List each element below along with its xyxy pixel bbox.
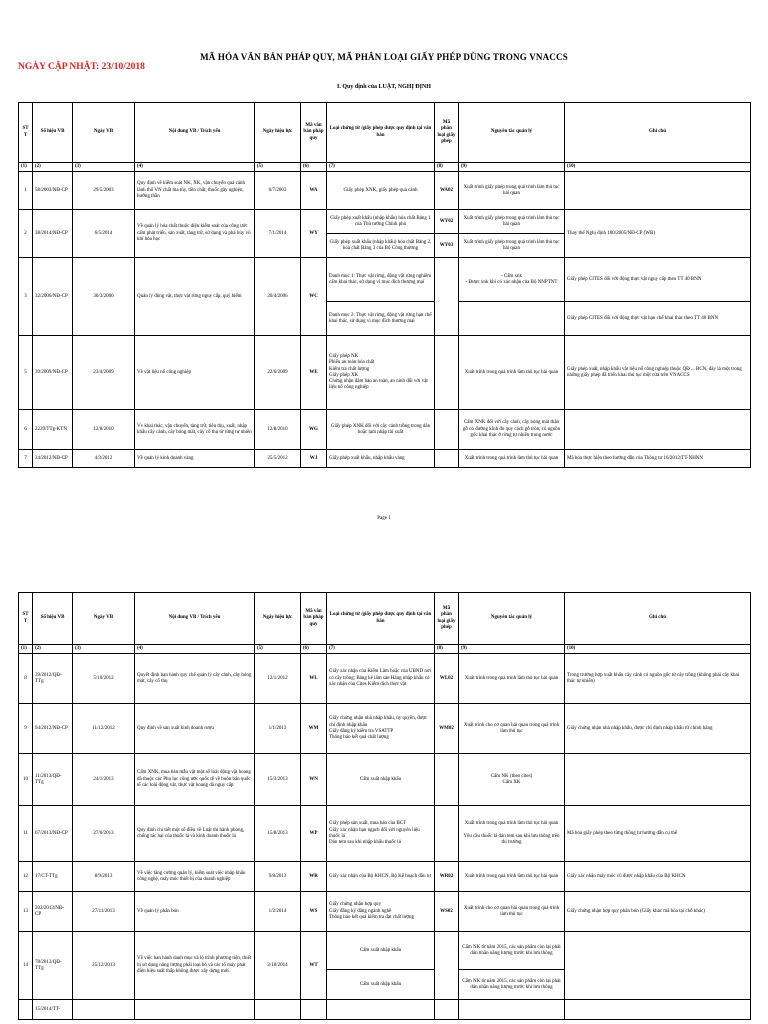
header-stt: STT bbox=[19, 103, 33, 163]
col-number: (6) bbox=[301, 645, 327, 654]
cell-nguyen-tac: Xuất trình trong quá trình làm thủ tục hải quan bbox=[459, 450, 565, 468]
cell-empty bbox=[565, 1000, 751, 1020]
cell-nguyen-tac: Xuất trình giấy phép trong quá trình làm thủ tục hải quan bbox=[459, 210, 565, 234]
table-row bbox=[19, 336, 751, 410]
cell-loai: Giấy chứng nhận nhà nhập khẩu, ủy quyền, được chỉ định nhập khẩu Giấy đăng ký kiểm tra VSATTP Thông báo kết quả chất lượng bbox=[327, 704, 435, 754]
cell-ngay-vb: 30/3/2006 bbox=[73, 258, 135, 336]
cell-ngay-vb: 4/3/2012 bbox=[73, 450, 135, 468]
header-loai-chung-tu: Loại chứng từ /giấy phép được quy định tại văn bản bbox=[327, 103, 435, 163]
cell-ghi-chu: Giấy phép CITES đối với động thực vật hạn chế khai thác theo TT 40 BNN bbox=[565, 302, 751, 336]
col-number: (9) bbox=[459, 163, 565, 172]
page1-table bbox=[18, 102, 751, 468]
header-ghi-chu: Ghi chú bbox=[565, 593, 751, 645]
cell-empty bbox=[327, 1000, 435, 1020]
col-number: (8) bbox=[435, 163, 459, 172]
cell-ngay-vb: 27/11/2013 bbox=[73, 892, 135, 932]
cell-stt: 8 bbox=[19, 654, 33, 704]
cell-loai: Giấy xác nhận của Bộ KHCN, Bộ Kế hoạch đầu tư bbox=[327, 862, 435, 892]
header-ma-phan-loai: Mã phân loại giấy phép bbox=[435, 593, 459, 645]
cell-nguyen-tac: Xuất trình trong quá trình làm thủ tục hải quan bbox=[459, 862, 565, 892]
col-number: (1) bbox=[19, 645, 33, 654]
col-number: (10) bbox=[565, 645, 751, 654]
header-ngay-hieu-luc: Ngày hiệu lực bbox=[255, 593, 301, 645]
cell-ma-vb: WY bbox=[301, 210, 327, 258]
header-ma-vb: Mã văn bản pháp quy bbox=[301, 593, 327, 645]
cell-loai: Danh mục 2: Thực vật rừng, động vật rừng hạn chế khai thác, sử dụng vì mục đích thương mại bbox=[327, 302, 435, 336]
col-number: (7) bbox=[327, 645, 435, 654]
cell-ma-vb: WG bbox=[301, 410, 327, 450]
cell-so-hieu: 202/2013/NĐ-CP bbox=[33, 892, 73, 932]
cell-empty bbox=[435, 1000, 459, 1020]
cell-so-hieu: 11/2013/QĐ-TTg bbox=[33, 754, 73, 806]
cell-so-hieu: 15/2014/TT- bbox=[33, 1000, 73, 1020]
cell-nguyen-tac: Cấm XNK đối với cây cảnh, cây bóng mát thân gỗ có đường kính đo quy cách gỗ tròn, có nguồn gốc khai thác ở rừng tự nhiên trong nước bbox=[459, 410, 565, 450]
cell-stt: 10 bbox=[19, 754, 33, 806]
update-date: NGÀY CẬP NHẬT: 23/10/2018 bbox=[18, 62, 145, 72]
cell-ngay-vb: 23/4/2009 bbox=[73, 336, 135, 410]
cell-nguyen-tac: Xuất trình trong quá trình làm thủ tục hải quan Yêu cầu thuốc lá dán tem sau khi lưu thông trên thị trường bbox=[459, 806, 565, 862]
table-row bbox=[19, 654, 751, 704]
cell-noi-dung: Quyết định ban hành quy chế quản lý cây cảnh, cây bóng mát, cây cổ thụ bbox=[135, 654, 255, 704]
column-number-row bbox=[19, 645, 751, 654]
table-row bbox=[19, 410, 751, 450]
cell-noi-dung: Về quản lý hóa chất thuộc diện kiểm soát của công ước cấm phát triển, sản xuất, tàng trữ, sử dụng và phá hủy vũ khí hóa học bbox=[135, 210, 255, 258]
cell-nguyen-tac: Xuất trình trong quá trình làm thủ tục hải quan bbox=[459, 336, 565, 410]
cell-loai: Giấy phép xuất khẩu, nhập khẩu vàng bbox=[327, 450, 435, 468]
cell-loai: Giấy phép xuất khẩu (nhập khẩu) hóa chất Bảng 1 của Thủ tướng Chính phủ bbox=[327, 210, 435, 234]
table-row bbox=[19, 754, 751, 806]
header-so-hieu: Số hiệu VB bbox=[33, 593, 73, 645]
cell-nguyen-tac bbox=[459, 302, 565, 336]
cell-ghi-chu: Giấy phép CITES đối với động thực vật nguy cấp theo TT 40 BNN bbox=[565, 258, 751, 302]
cell-noi-dung: Quy định chi tiết một số điều về Luật thi hành phòng, chống tác hại của thuốc lá và kinh doanh thuốc lá bbox=[135, 806, 255, 862]
cell-ghi-chu: Mã hóa thực hiện theo hướng dẫn của Thông tư 16/2012/TT-NHNN bbox=[565, 450, 751, 468]
cell-so-hieu: 2239/TTg-KTN bbox=[33, 410, 73, 450]
cell-noi-dung: Vv khai thác, vận chuyển, tàng trữ, tiêu thụ, xuất, nhập khẩu cây cảnh, cây bóng mát, cây cổ thụ từ rừng tự nhiên bbox=[135, 410, 255, 450]
cell-ghi-chu: Giấy xác nhận máy móc cũ được nhập khẩu của Bộ KHCN bbox=[565, 862, 751, 892]
cell-so-hieu: 39/2009/NĐ-CP bbox=[33, 336, 73, 410]
cell-hieu-luc: 12/8/2010 bbox=[255, 410, 301, 450]
cell-hieu-luc: 15/3/2013 bbox=[255, 754, 301, 806]
column-number-row bbox=[19, 163, 751, 172]
col-number: (7) bbox=[327, 163, 435, 172]
cell-loai: Cấm xuất nhập khẩu bbox=[327, 932, 435, 970]
header-ma-phan-loai: Mã phân loại giấy phép bbox=[435, 103, 459, 163]
cell-ma-pl bbox=[435, 258, 459, 336]
cell-ngay-vb: 27/6/2013 bbox=[73, 806, 135, 862]
cell-ghi-chu bbox=[565, 172, 751, 210]
cell-ngay-vb: 25/12/2013 bbox=[73, 932, 135, 1000]
cell-empty bbox=[459, 1000, 565, 1020]
cell-empty bbox=[73, 1000, 135, 1020]
cell-noi-dung: Quy định về sản xuất kinh doanh rượu bbox=[135, 704, 255, 754]
cell-stt: 11 bbox=[19, 806, 33, 862]
cell-so-hieu: 17/CT-TTg bbox=[33, 862, 73, 892]
cell-loai: Cấm xuất nhập khẩu bbox=[327, 970, 435, 1000]
table-row bbox=[19, 932, 751, 970]
cell-ma-vb: WA bbox=[301, 172, 327, 210]
cell-empty bbox=[255, 1000, 301, 1020]
section-heading: I. Quy định của LUẬT, NGHỊ ĐỊNH bbox=[337, 84, 431, 90]
cell-ma-pl: WR02 bbox=[435, 862, 459, 892]
cell-nguyen-tac: Xuất trình giấy phép trong quá trình làm thủ tục hải quan bbox=[459, 172, 565, 210]
page2-table bbox=[18, 592, 751, 1020]
cell-stt: 5 bbox=[19, 336, 33, 410]
cell-ghi-chu bbox=[565, 932, 751, 1000]
cell-so-hieu: 38/2014/NĐ-CP bbox=[33, 210, 73, 258]
header-ngay-hieu-luc: Ngày hiệu lực bbox=[255, 103, 301, 163]
cell-ma-vb: WS bbox=[301, 892, 327, 932]
cell-loai: Giấy phép sản xuất, mua bán của BCT Giấy xác nhận hạn ngạch đối với nguyên liệu thuốc lá Dán tem sau khi nhập khẩu thuốc lá bbox=[327, 806, 435, 862]
cell-ma-pl bbox=[435, 410, 459, 450]
cell-ghi-chu: Thay thế Nghị định 100/2005/NĐ-CP (WB) bbox=[565, 210, 751, 258]
cell-ma-vb: WL bbox=[301, 654, 327, 704]
header-stt: STT bbox=[19, 593, 33, 645]
cell-so-hieu: 78/2013/QĐ-TTg bbox=[33, 932, 73, 1000]
cell-noi-dung: Về quản lý kinh doanh vàng bbox=[135, 450, 255, 468]
cell-loai: Giấy chứng nhận hợp quy Giấy đăng ký đăng ngành nghề Thông báo kết quả kiểm tra đạt chất lượng bbox=[327, 892, 435, 932]
cell-so-hieu: 39/2012/QĐ-TTg bbox=[33, 654, 73, 704]
cell-stt: 3 bbox=[19, 258, 33, 336]
cell-ma-pl bbox=[435, 806, 459, 862]
cell-nguyen-tac: Xuất trình cho cơ quan hải quan trong quá trình làm thủ tục bbox=[459, 892, 565, 932]
cell-nguyen-tac: - Cấm xnk - Được xnk khi có xác nhận của Bộ NNPTNT bbox=[459, 258, 565, 302]
cell-ma-vb: WM bbox=[301, 704, 327, 754]
table-row bbox=[19, 172, 751, 210]
cell-hieu-luc: 20/4/2006 bbox=[255, 258, 301, 336]
cell-noi-dung: Về quản lý phân bón bbox=[135, 892, 255, 932]
cell-hieu-luc: 25/5/2012 bbox=[255, 450, 301, 468]
header-loai-chung-tu: Loại chứng từ /giấy phép được quy định tại văn bản bbox=[327, 593, 435, 645]
table-row bbox=[19, 1000, 751, 1020]
cell-ma-pl: WM02 bbox=[435, 704, 459, 754]
table-row bbox=[19, 210, 751, 234]
cell-hieu-luc: 2/10/2014 bbox=[255, 932, 301, 1000]
cell-hieu-luc: 6/7/2003 bbox=[255, 172, 301, 210]
cell-ma-vb: WJ bbox=[301, 450, 327, 468]
cell-hieu-luc: 12/1/2012 bbox=[255, 654, 301, 704]
cell-hieu-luc: 1/1/2013 bbox=[255, 704, 301, 754]
cell-loai: Giấy xác nhận của Kiểm Lâm hoặc của UBND nơi có cây trồng; Bảng kê lâm sản Hàng nhập khẩu có xác nhận của Cites Kiểm dịch thực vật bbox=[327, 654, 435, 704]
cell-stt: 2 bbox=[19, 210, 33, 258]
cell-ma-pl: WA02 bbox=[435, 172, 459, 210]
cell-nguyen-tac: Cấm NK từ năm 2015, các sản phẩm còn lại phải dán nhãn năng lượng trước khi lưu thông bbox=[459, 970, 565, 1000]
col-number: (3) bbox=[73, 645, 135, 654]
header-ngay-vb: Ngày VB bbox=[73, 593, 135, 645]
cell-ghi-chu: Trong trường hợp xuất khẩu cây cảnh có nguồn gốc từ cây trồng (không phải cây khai thác tự nhiên) bbox=[565, 654, 751, 704]
col-number: (4) bbox=[135, 163, 255, 172]
cell-ma-vb: WN bbox=[301, 754, 327, 806]
col-number: (5) bbox=[255, 645, 301, 654]
cell-stt: 1 bbox=[19, 172, 33, 210]
cell-hieu-luc: 15/8/2013 bbox=[255, 806, 301, 862]
cell-ma-vb: WC bbox=[301, 258, 327, 336]
col-number: (5) bbox=[255, 163, 301, 172]
header-noi-dung: Nội dung VB / Trích yếu bbox=[135, 593, 255, 645]
cell-ngay-vb: 11/12/2012 bbox=[73, 704, 135, 754]
col-number: (10) bbox=[565, 163, 751, 172]
cell-ghi-chu bbox=[565, 754, 751, 806]
cell-hieu-luc: 7/1/2014 bbox=[255, 210, 301, 258]
cell-loai: Giấy phép NK Phiếu an toàn hóa chất Kiểm tra chất lượng Giấy phép XK Chứng nhận đảm bảo an toàn, an ninh đối với vật liệu nổ công nghiệp bbox=[327, 336, 435, 410]
cell-hieu-luc: 22/6/2009 bbox=[255, 336, 301, 410]
cell-stt: 12 bbox=[19, 862, 33, 892]
page-number: Page 1 bbox=[377, 516, 391, 521]
cell-ngay-vb: 6/5/2014 bbox=[73, 210, 135, 258]
cell-ngay-vb: 5/10/2012 bbox=[73, 654, 135, 704]
cell-ghi-chu: Mã hóa giấy phép theo từng thông tư hướng dẫn cụ thể bbox=[565, 806, 751, 862]
header-ngay-vb: Ngày VB bbox=[73, 103, 135, 163]
cell-ma-pl: WS02 bbox=[435, 892, 459, 932]
cell-hieu-luc: 1/2/2014 bbox=[255, 892, 301, 932]
table-row bbox=[19, 862, 751, 892]
cell-stt: 13 bbox=[19, 892, 33, 932]
cell-ghi-chu: Giấy phép xuất, nhập khẩu vật liệu nổ công nghiệp thuộc QĐ ... BCN, đây là một trong những giấy phép đã triển khai thủ tục một cửa trên VNACCS bbox=[565, 336, 751, 410]
header-ma-vb: Mã văn bản pháp quy bbox=[301, 103, 327, 163]
cell-stt bbox=[19, 1000, 33, 1020]
cell-empty bbox=[135, 1000, 255, 1020]
cell-nguyen-tac: Xuất trình giấy phép trong quá trình làm thủ tục hải quan bbox=[459, 234, 565, 258]
cell-so-hieu: 94/2012/NĐ-CP bbox=[33, 704, 73, 754]
col-number: (8) bbox=[435, 645, 459, 654]
table-row bbox=[19, 704, 751, 754]
cell-stt: 14 bbox=[19, 932, 33, 1000]
table-row bbox=[19, 806, 751, 862]
cell-nguyen-tac: Xuất trình cho cơ quan hải quan trong quá trình làm thủ tục bbox=[459, 704, 565, 754]
col-number: (4) bbox=[135, 645, 255, 654]
cell-ngay-vb: 29/5/2003 bbox=[73, 172, 135, 210]
cell-noi-dung: Cấm XNK, mua bán mẫu vật một số loài động vật hoang dã thuộc các Phụ lục công ước quốc tế về buôn bán quốc tế các loài động vật, thực vật hoang dã nguy cấp bbox=[135, 754, 255, 806]
cell-ghi-chu bbox=[565, 410, 751, 450]
cell-ma-pl: WY03 bbox=[435, 234, 459, 258]
cell-noi-dung: Quản lý động vật, thực vật rừng nguy cấp, quý hiếm bbox=[135, 258, 255, 336]
cell-nguyen-tac: Cấm NK (theo cites) Cấm XK bbox=[459, 754, 565, 806]
cell-noi-dung: Quy định về kiểm soát NK, XK, vận chuyển quá cảnh lãnh thổ VN chất ma túy, tiền chất, thuốc gây nghiện, hướng thần bbox=[135, 172, 255, 210]
col-number: (1) bbox=[19, 163, 33, 172]
cell-noi-dung: Về việc ban hành danh mục và lộ trình phương tiện, thiết bị sử dụng năng lượng phải loại bỏ và các tổ máy phát điện hiệu suất thấp không được xây dựng mới. bbox=[135, 932, 255, 1000]
cell-loai: Giấy phép XNK đối với cây cảnh trồng trong dân hoặc tạm nhập tái xuất bbox=[327, 410, 435, 450]
cell-so-hieu: 24/2012/NĐ-CP bbox=[33, 450, 73, 468]
cell-so-hieu: 32/2006/NĐ-CP bbox=[33, 258, 73, 336]
cell-ma-vb: WE bbox=[301, 336, 327, 410]
cell-ma-vb: WT bbox=[301, 932, 327, 1000]
cell-ma-pl bbox=[435, 754, 459, 806]
table-row bbox=[19, 450, 751, 468]
header-ghi-chu: Ghi chú bbox=[565, 103, 751, 163]
header-row bbox=[19, 593, 751, 645]
cell-hieu-luc: 9/8/2013 bbox=[255, 862, 301, 892]
header-nguyen-tac: Nguyên tắc quản lý bbox=[459, 593, 565, 645]
cell-ma-vb: WP bbox=[301, 806, 327, 862]
cell-ma-pl bbox=[435, 336, 459, 410]
cell-ma-vb: WR bbox=[301, 862, 327, 892]
cell-ma-pl: WL02 bbox=[435, 654, 459, 704]
col-number: (3) bbox=[73, 163, 135, 172]
cell-ma-pl: WY02 bbox=[435, 210, 459, 234]
col-number: (2) bbox=[33, 163, 73, 172]
cell-stt: 9 bbox=[19, 704, 33, 754]
cell-ngay-vb: 12/8/2010 bbox=[73, 410, 135, 450]
cell-ma-pl bbox=[435, 932, 459, 1000]
cell-noi-dung: Về vật liệu nổ công nghiệp bbox=[135, 336, 255, 410]
header-row bbox=[19, 103, 751, 163]
cell-nguyen-tac: Cấm NK từ năm 2015, các sản phẩm còn lại phải dán nhãn năng lượng trước khi lưu thông bbox=[459, 932, 565, 970]
cell-nguyen-tac: Xuất trình trong quá trình làm thủ tục hải quan bbox=[459, 654, 565, 704]
document-title: MÃ HÓA VĂN BẢN PHÁP QUY, MÃ PHÂN LOẠI GIẤY PHÉP DÙNG TRONG VNACCS bbox=[200, 52, 568, 62]
cell-ngay-vb: 8/9/2013 bbox=[73, 862, 135, 892]
cell-so-hieu: 67/2013/NĐ-CP bbox=[33, 806, 73, 862]
cell-ghi-chu: Giấy chứng nhận nhà nhập khẩu, được chỉ định nhập khẩu từ chính hãng bbox=[565, 704, 751, 754]
cell-ghi-chu: Giấy chứng nhận hợp quy phân bón (Giấy khác mã hóa tại chỗ khác) bbox=[565, 892, 751, 932]
col-number: (9) bbox=[459, 645, 565, 654]
cell-stt: 7 bbox=[19, 450, 33, 468]
header-noi-dung: Nội dung VB / Trích yếu bbox=[135, 103, 255, 163]
col-number: (6) bbox=[301, 163, 327, 172]
header-so-hieu: Số hiệu VB bbox=[33, 103, 73, 163]
table-row bbox=[19, 892, 751, 932]
cell-ngay-vb: 24/1/2013 bbox=[73, 754, 135, 806]
cell-loai: Giấy phép xuất khẩu (nhập khẩu) hóa chất Bảng 2, hóa chất Bảng 3 của Bộ Công thương bbox=[327, 234, 435, 258]
col-number: (2) bbox=[33, 645, 73, 654]
cell-loai: Danh mục 1: Thực vật rừng, động vật rừng nghiêm cấm khai thác, sử dụng vì mục đích thương mại bbox=[327, 258, 435, 302]
table-row bbox=[19, 258, 751, 302]
cell-ma-pl bbox=[435, 450, 459, 468]
cell-stt: 6 bbox=[19, 410, 33, 450]
cell-empty bbox=[301, 1000, 327, 1020]
header-nguyen-tac: Nguyên tắc quản lý bbox=[459, 103, 565, 163]
cell-noi-dung: Về việc tăng cường quản lý, kiểm soát việc nhập khẩu công nghệ, máy móc thiết bị của doanh nghiệp bbox=[135, 862, 255, 892]
cell-loai: Cấm xuất nhập khẩu bbox=[327, 754, 435, 806]
cell-so-hieu: 58/2003/NĐ-CP bbox=[33, 172, 73, 210]
cell-loai: Giấy phép XNK, giấy phép quá cảnh bbox=[327, 172, 435, 210]
